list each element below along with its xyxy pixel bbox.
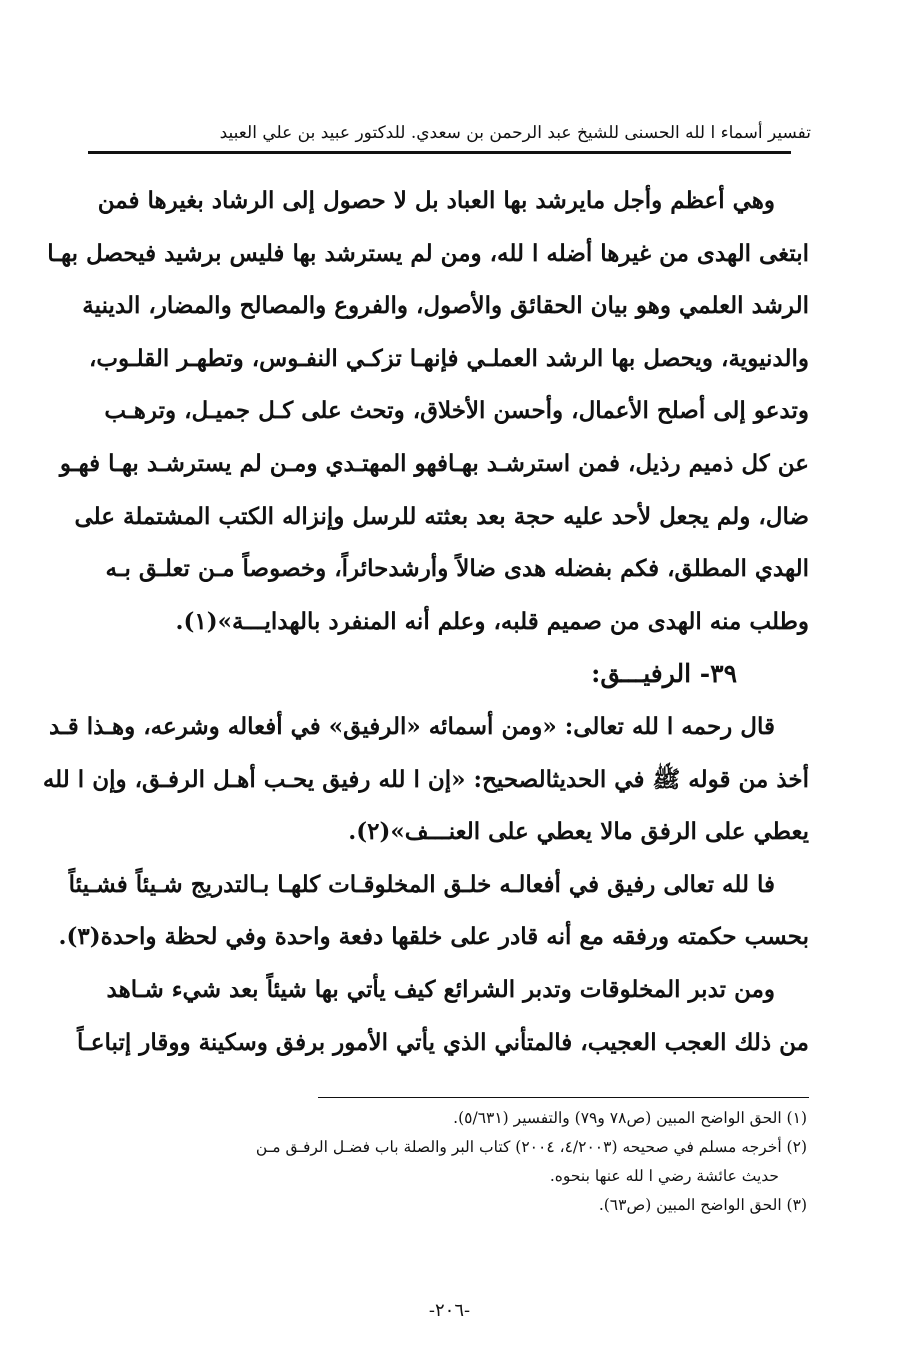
- text-line: والدنيوية، ويحصل بها الرشد العملـي فإنهـا تزكـي النفـوس، وتطهـر القلـوب،: [88, 344, 809, 372]
- footnote: (٣) الحق الواضح المبين (ص٦٣).: [598, 1196, 807, 1214]
- footnotes: [84, 1104, 807, 1220]
- running-header: تفسير أسماء ا لله الحسنى للشيخ عبد الرحمن بن سعدي. للدكتور عبيد بن علي العبيد: [219, 123, 811, 143]
- text-line: ضال، ولم يجعل لأحد عليه حجة بعد بعثته للرسل وإنزاله الكتب المشتملة على: [74, 502, 809, 530]
- text-line: فا لله تعالى رفيق في أفعالـه خلـق المخلوقـات كلهـا بـالتدريج شـيئاً فشـيئاً: [68, 870, 775, 898]
- section-heading: ٣٩- الرفيـــق:: [591, 659, 737, 689]
- text-line: الرشد العلمي وهو بيان الحقائق والأصول، والفروع والمصالح والمضار، الدينية: [82, 292, 809, 320]
- text-line: وطلب منه الهدى من صميم قلبه، وعلم أنه المنفرد بالهدايـــة»(١).: [175, 607, 809, 635]
- footnote: (٢) أخرجه مسلم في صحيحه (٤/٢٠٠٣، ٢٠٠٤) كتاب البر والصلة باب فضـل الرفـق مـن: [255, 1138, 807, 1156]
- text-line: ومن تدبر المخلوقات وتدبر الشرائع كيف يأتي بها شيئاً بعد شيء شـاهد: [106, 975, 775, 1003]
- text-line: وتدعو إلى أصلح الأعمال، وأحسن الأخلاق، وتحث على كـل جميـل، وترهـب: [104, 397, 809, 425]
- footnote: (١) الحق الواضح المبين (ص٧٨ و٧٩) والتفسير (٥/٦٣١).: [453, 1109, 807, 1127]
- header-rule: [88, 151, 791, 154]
- page-number: -٢٠٦-: [428, 1300, 471, 1321]
- text-line: أخذ من قوله ﷺ في الحديثالصحيح: «إن ا لله رفيق يحـب أهـل الرفـق، وإن ا لله: [42, 765, 809, 793]
- text-line: من ذلك العجب العجيب، فالمتأني الذي يأتي الأمور برفق وسكينة ووقار إتباعـاً: [77, 1028, 809, 1056]
- text-line: وهي أعظم وأجل مايرشد بها العباد بل لا حصول إلى الرشاد بغيرها فمن: [97, 187, 775, 214]
- footnote-rule: [318, 1097, 809, 1098]
- footnote-continuation: حديث عائشة رضي ا لله عنها بنحوه.: [549, 1167, 779, 1185]
- text-line: يعطي على الرفق مالا يعطي على العنـــف»(٢).: [348, 818, 809, 846]
- text-line: بحسب حكمته ورفقه مع أنه قادر على خلقها دفعة واحدة وفي لحظة واحدة(٣).: [58, 923, 809, 951]
- text-line: عن كل ذميم رذيل، فمن استرشـد بهـافهو المهتـدي ومـن لم يسترشـد بهـا فهـو: [59, 449, 809, 477]
- text-line: الهدي المطلق، فكم بفضله هدى ضالاً وأرشدحائراً، وخصوصاً مـن تعلـق بـه: [105, 555, 809, 583]
- text-line: قال رحمه ا لله تعالى: «ومن أسمائه «الرفيق» في أفعاله وشرعه، وهـذا قـد: [48, 712, 775, 740]
- main-text: [42, 175, 809, 1069]
- text-line: ابتغى الهدى من غيرها أضله ا لله، ومن لم يسترشد بها فليس برشيد فيحصل بهـا: [47, 239, 809, 267]
